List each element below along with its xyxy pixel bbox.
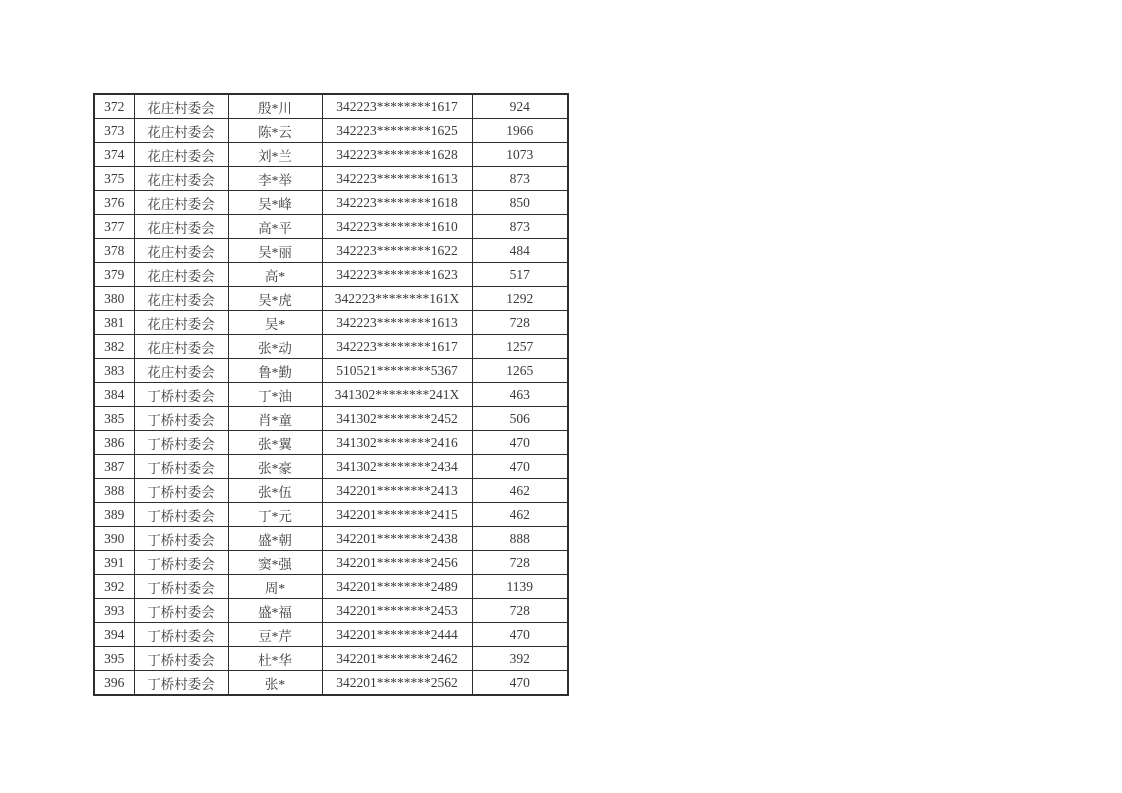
cell-id-masked: 342201********2413 — [322, 479, 472, 503]
cell-name: 杜*华 — [228, 647, 322, 671]
cell-name: 刘*兰 — [228, 143, 322, 167]
cell-village: 丁桥村委会 — [134, 671, 228, 696]
table-row — [94, 647, 568, 671]
cell-village: 花庄村委会 — [134, 287, 228, 311]
cell-village: 花庄村委会 — [134, 359, 228, 383]
cell-id-masked: 342201********2444 — [322, 623, 472, 647]
cell-name: 丁*油 — [228, 383, 322, 407]
cell-id-masked: 342223********1628 — [322, 143, 472, 167]
table-row — [94, 407, 568, 431]
cell-village: 丁桥村委会 — [134, 479, 228, 503]
cell-amount: 873 — [472, 215, 568, 239]
cell-id-masked: 342201********2438 — [322, 527, 472, 551]
table-row — [94, 623, 568, 647]
cell-name: 张*伍 — [228, 479, 322, 503]
cell-id-masked: 342201********2562 — [322, 671, 472, 696]
table-row — [94, 359, 568, 383]
table-row — [94, 479, 568, 503]
cell-amount: 392 — [472, 647, 568, 671]
cell-name: 高* — [228, 263, 322, 287]
cell-name: 殷*川 — [228, 94, 322, 119]
cell-name: 丁*元 — [228, 503, 322, 527]
cell-village: 丁桥村委会 — [134, 407, 228, 431]
cell-amount: 484 — [472, 239, 568, 263]
cell-village: 丁桥村委会 — [134, 623, 228, 647]
cell-index: 391 — [94, 551, 134, 575]
cell-village: 丁桥村委会 — [134, 551, 228, 575]
cell-name: 盛*朝 — [228, 527, 322, 551]
cell-index: 383 — [94, 359, 134, 383]
table-row — [94, 527, 568, 551]
cell-id-masked: 342223********1618 — [322, 191, 472, 215]
cell-id-masked: 342223********1623 — [322, 263, 472, 287]
table-row — [94, 287, 568, 311]
cell-id-masked: 342223********1610 — [322, 215, 472, 239]
cell-index: 389 — [94, 503, 134, 527]
cell-index: 396 — [94, 671, 134, 696]
cell-index: 378 — [94, 239, 134, 263]
cell-index: 385 — [94, 407, 134, 431]
cell-id-masked: 341302********241X — [322, 383, 472, 407]
cell-id-masked: 510521********5367 — [322, 359, 472, 383]
cell-index: 380 — [94, 287, 134, 311]
cell-name: 吴* — [228, 311, 322, 335]
cell-name: 周* — [228, 575, 322, 599]
cell-village: 丁桥村委会 — [134, 455, 228, 479]
cell-name: 盛*福 — [228, 599, 322, 623]
cell-index: 375 — [94, 167, 134, 191]
cell-name: 鲁*勤 — [228, 359, 322, 383]
table-row — [94, 671, 568, 696]
cell-index: 388 — [94, 479, 134, 503]
cell-name: 窦*强 — [228, 551, 322, 575]
table-row — [94, 167, 568, 191]
cell-name: 高*平 — [228, 215, 322, 239]
cell-village: 丁桥村委会 — [134, 575, 228, 599]
table-row — [94, 239, 568, 263]
cell-amount: 1073 — [472, 143, 568, 167]
cell-name: 陈*云 — [228, 119, 322, 143]
cell-amount: 470 — [472, 431, 568, 455]
cell-village: 花庄村委会 — [134, 143, 228, 167]
cell-village: 花庄村委会 — [134, 94, 228, 119]
cell-amount: 728 — [472, 551, 568, 575]
cell-index: 384 — [94, 383, 134, 407]
table-row — [94, 503, 568, 527]
cell-id-masked: 342201********2456 — [322, 551, 472, 575]
cell-amount: 728 — [472, 599, 568, 623]
cell-index: 395 — [94, 647, 134, 671]
cell-village: 丁桥村委会 — [134, 599, 228, 623]
cell-id-masked: 342201********2489 — [322, 575, 472, 599]
table-row — [94, 191, 568, 215]
cell-amount: 1966 — [472, 119, 568, 143]
cell-index: 394 — [94, 623, 134, 647]
cell-village: 花庄村委会 — [134, 191, 228, 215]
cell-village: 丁桥村委会 — [134, 383, 228, 407]
table-row — [94, 431, 568, 455]
cell-amount: 1139 — [472, 575, 568, 599]
table-body — [94, 94, 568, 695]
cell-id-masked: 342223********1613 — [322, 311, 472, 335]
cell-name: 肖*童 — [228, 407, 322, 431]
cell-id-masked: 342223********1617 — [322, 94, 472, 119]
cell-amount: 462 — [472, 503, 568, 527]
cell-amount: 1292 — [472, 287, 568, 311]
table-row — [94, 94, 568, 119]
cell-name: 吴*虎 — [228, 287, 322, 311]
cell-index: 374 — [94, 143, 134, 167]
cell-village: 花庄村委会 — [134, 335, 228, 359]
cell-id-masked: 342223********1625 — [322, 119, 472, 143]
table-row — [94, 263, 568, 287]
cell-amount: 470 — [472, 455, 568, 479]
cell-index: 381 — [94, 311, 134, 335]
cell-id-masked: 341302********2434 — [322, 455, 472, 479]
cell-amount: 470 — [472, 623, 568, 647]
cell-name: 张*翼 — [228, 431, 322, 455]
cell-index: 379 — [94, 263, 134, 287]
cell-id-masked: 341302********2416 — [322, 431, 472, 455]
cell-index: 387 — [94, 455, 134, 479]
cell-amount: 873 — [472, 167, 568, 191]
cell-id-masked: 342223********1613 — [322, 167, 472, 191]
cell-village: 丁桥村委会 — [134, 431, 228, 455]
table-row — [94, 551, 568, 575]
cell-index: 382 — [94, 335, 134, 359]
cell-amount: 924 — [472, 94, 568, 119]
table-row — [94, 311, 568, 335]
cell-index: 377 — [94, 215, 134, 239]
table-row — [94, 575, 568, 599]
cell-village: 花庄村委会 — [134, 119, 228, 143]
cell-amount: 1265 — [472, 359, 568, 383]
cell-village: 花庄村委会 — [134, 239, 228, 263]
cell-village: 花庄村委会 — [134, 167, 228, 191]
cell-name: 张* — [228, 671, 322, 696]
cell-id-masked: 342223********1622 — [322, 239, 472, 263]
cell-village: 丁桥村委会 — [134, 527, 228, 551]
cell-amount: 506 — [472, 407, 568, 431]
cell-name: 吴*峰 — [228, 191, 322, 215]
cell-id-masked: 342201********2453 — [322, 599, 472, 623]
cell-amount: 517 — [472, 263, 568, 287]
cell-name: 豆*芹 — [228, 623, 322, 647]
table-row — [94, 215, 568, 239]
table-row — [94, 119, 568, 143]
cell-index: 386 — [94, 431, 134, 455]
table-row — [94, 335, 568, 359]
cell-amount: 463 — [472, 383, 568, 407]
cell-amount: 850 — [472, 191, 568, 215]
cell-amount: 888 — [472, 527, 568, 551]
cell-name: 张*豪 — [228, 455, 322, 479]
cell-amount: 470 — [472, 671, 568, 696]
cell-name: 张*动 — [228, 335, 322, 359]
cell-index: 373 — [94, 119, 134, 143]
table-row — [94, 455, 568, 479]
cell-id-masked: 342201********2462 — [322, 647, 472, 671]
table-row — [94, 143, 568, 167]
table-row — [94, 383, 568, 407]
cell-index: 393 — [94, 599, 134, 623]
cell-index: 392 — [94, 575, 134, 599]
cell-village: 花庄村委会 — [134, 311, 228, 335]
cell-amount: 1257 — [472, 335, 568, 359]
cell-id-masked: 342201********2415 — [322, 503, 472, 527]
cell-amount: 462 — [472, 479, 568, 503]
cell-village: 丁桥村委会 — [134, 647, 228, 671]
cell-index: 372 — [94, 94, 134, 119]
table-row — [94, 599, 568, 623]
cell-id-masked: 341302********2452 — [322, 407, 472, 431]
cell-index: 390 — [94, 527, 134, 551]
cell-village: 花庄村委会 — [134, 263, 228, 287]
cell-amount: 728 — [472, 311, 568, 335]
cell-village: 花庄村委会 — [134, 215, 228, 239]
cell-id-masked: 342223********1617 — [322, 335, 472, 359]
cell-id-masked: 342223********161X — [322, 287, 472, 311]
cell-name: 李*举 — [228, 167, 322, 191]
cell-index: 376 — [94, 191, 134, 215]
cell-village: 丁桥村委会 — [134, 503, 228, 527]
cell-name: 吴*丽 — [228, 239, 322, 263]
beneficiary-table — [93, 93, 569, 696]
